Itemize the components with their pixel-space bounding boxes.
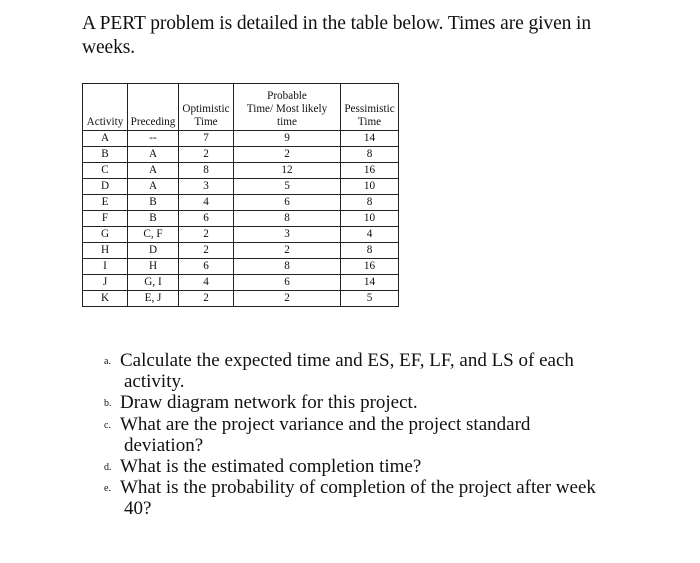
cell-pessimistic: 8 [341, 147, 399, 163]
table-row [83, 163, 399, 179]
cell-optimistic: 7 [179, 131, 234, 147]
table-row [83, 243, 399, 259]
cell-activity: K [83, 291, 128, 307]
question-item [104, 477, 624, 519]
cell-activity: J [83, 275, 128, 291]
cell-preceding: H [128, 259, 179, 275]
cell-optimistic: 2 [179, 243, 234, 259]
cell-most-likely: 8 [234, 211, 341, 227]
question-text: What is the estimated completion time? [120, 456, 422, 478]
question-text: What are the project variance and the project standard [120, 413, 531, 435]
cell-most-likely: 2 [234, 291, 341, 307]
question-marker: c. [104, 419, 111, 431]
cell-optimistic: 4 [179, 195, 234, 211]
cell-activity: A [83, 131, 128, 147]
table-row [83, 179, 399, 195]
header-activity: Activity [83, 84, 128, 131]
cell-optimistic: 2 [179, 147, 234, 163]
table-row [83, 147, 399, 163]
question-text-continued: 40? [124, 498, 152, 520]
cell-pessimistic: 10 [341, 179, 399, 195]
table-row [83, 131, 399, 147]
cell-activity: H [83, 243, 128, 259]
question-text: What is the probability of completion of the project after week [120, 477, 596, 499]
cell-pessimistic: 5 [341, 291, 399, 307]
header-optimistic-time: Optimistic Time [179, 84, 234, 131]
cell-optimistic: 2 [179, 291, 234, 307]
header-pessimistic-time: Pessimistic Time [341, 84, 399, 131]
table-row [83, 195, 399, 211]
cell-optimistic: 4 [179, 275, 234, 291]
cell-preceding: A [128, 147, 179, 163]
cell-activity: B [83, 147, 128, 163]
cell-most-likely: 6 [234, 195, 341, 211]
cell-pessimistic: 8 [341, 243, 399, 259]
table-row [83, 275, 399, 291]
cell-activity: G [83, 227, 128, 243]
question-text-continued: deviation? [124, 434, 204, 456]
cell-most-likely: 12 [234, 163, 341, 179]
cell-most-likely: 8 [234, 259, 341, 275]
cell-preceding: E, J [128, 291, 179, 307]
cell-most-likely: 2 [234, 147, 341, 163]
cell-preceding: A [128, 179, 179, 195]
cell-activity: F [83, 211, 128, 227]
cell-preceding: G, I [128, 275, 179, 291]
cell-pessimistic: 16 [341, 163, 399, 179]
question-item [104, 350, 624, 392]
question-text: Calculate the expected time and ES, EF, LF, and LS of each [120, 350, 574, 371]
question-marker: d. [104, 462, 112, 474]
header-most-likely-time: Probable Time/ Most likely time [234, 84, 341, 131]
table-row [83, 227, 399, 243]
table-row [83, 211, 399, 227]
cell-activity: D [83, 179, 128, 195]
question-item [104, 392, 624, 413]
table-row [83, 259, 399, 275]
question-marker: a. [104, 356, 111, 367]
cell-pessimistic: 4 [341, 227, 399, 243]
cell-pessimistic: 14 [341, 275, 399, 291]
cell-most-likely: 2 [234, 243, 341, 259]
cell-preceding: D [128, 243, 179, 259]
question-marker: e. [104, 483, 111, 495]
cell-activity: C [83, 163, 128, 179]
question-text: Draw diagram network for this project. [120, 392, 418, 414]
cell-preceding: C, F [128, 227, 179, 243]
cell-optimistic: 6 [179, 211, 234, 227]
cell-activity: E [83, 195, 128, 211]
question-item [104, 456, 624, 477]
cell-pessimistic: 14 [341, 131, 399, 147]
cell-preceding: A [128, 163, 179, 179]
table-header-row [83, 84, 399, 131]
cell-optimistic: 6 [179, 259, 234, 275]
cell-optimistic: 8 [179, 163, 234, 179]
cell-activity: I [83, 259, 128, 275]
cell-preceding: B [128, 211, 179, 227]
cell-most-likely: 3 [234, 227, 341, 243]
cell-preceding: B [128, 195, 179, 211]
question-list [104, 350, 624, 520]
table-row [83, 291, 399, 307]
cell-most-likely: 5 [234, 179, 341, 195]
cell-optimistic: 2 [179, 227, 234, 243]
cell-preceding: -- [128, 131, 179, 147]
question-item [104, 414, 624, 456]
cell-pessimistic: 8 [341, 195, 399, 211]
cell-pessimistic: 10 [341, 211, 399, 227]
cell-most-likely: 9 [234, 131, 341, 147]
pert-table [82, 83, 399, 307]
header-preceding: Preceding [128, 84, 179, 131]
question-text-continued: activity. [124, 371, 185, 393]
problem-intro: A PERT problem is detailed in the table below. Times are given in weeks. [82, 13, 592, 58]
cell-pessimistic: 16 [341, 259, 399, 275]
cell-most-likely: 6 [234, 275, 341, 291]
question-marker: b. [104, 398, 112, 410]
cell-optimistic: 3 [179, 179, 234, 195]
